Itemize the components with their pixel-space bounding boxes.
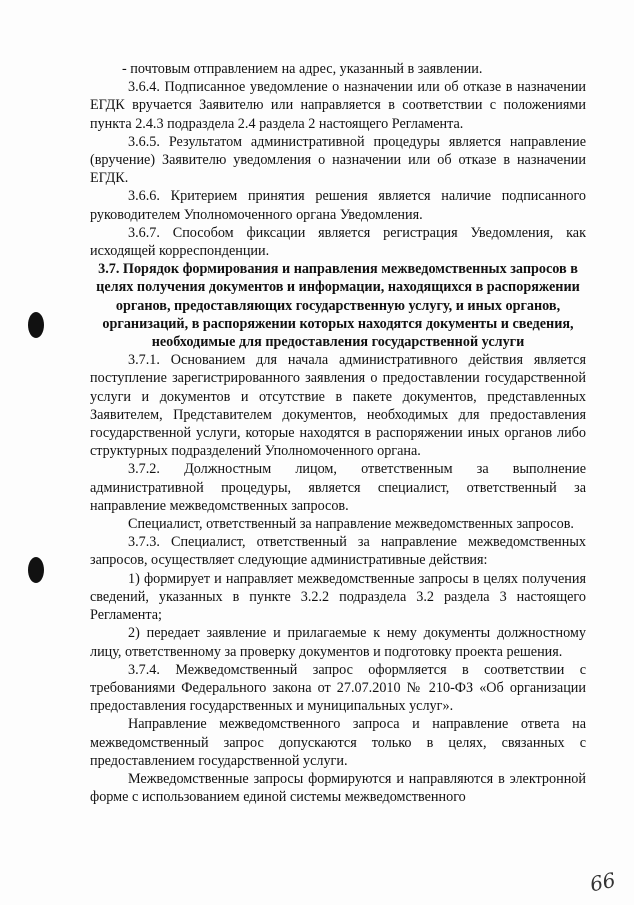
paragraph: - почтовым отправлением на адрес, указанный в заявлении. (122, 61, 483, 77)
punch-hole (28, 312, 44, 338)
section-heading: 3.7. Порядок формирования и направления межведомственных запросов в целях получения документов и информации, находящихся в распоряжении органов, предоставляющих государственную услугу, и иных органов, организаций, в распоряжении которых находятся документы и сведения, необходимые для предоставления государственной услуги (96, 261, 580, 351)
paragraph: 3.6.6. Критерием принятия решения является наличие подписанного руководителем Уполномоченного органа Уведомления. (90, 188, 586, 223)
handwritten-page-number: 66 (587, 867, 618, 897)
paragraph: 3.7.3. Специалист, ответственный за направление межведомственных запросов, осуществляет следующие административные действия: (90, 534, 586, 569)
paragraph: Межведомственные запросы формируются и направляются в электронной форме с использованием единой системы межведомственного (90, 770, 586, 806)
paragraph: 3.6.5. Результатом административной процедуры является направление (вручение) Заявителю уведомления о назначении или об отказе в назначении ЕГДК. (90, 133, 586, 187)
paragraph: Направление межведомственного запроса и направление ответа на межведомственный запрос допускаются только в целях, связанных с предоставлением государственной услуги. (90, 716, 586, 769)
paragraph: 3.7.2. Должностным лицом, ответственным за выполнение административной процедуры, является специалист, ответственный за направление межведомственных запросов. (90, 461, 586, 514)
paragraph: 3.6.7. Способом фиксации является регистрация Уведомления, как исходящей корреспонденции. (90, 224, 586, 260)
list-item: 2) передает заявление и прилагаемые к нему документы должностному лицу, ответственному за проверку документов и подготовку проекта решения. (90, 625, 586, 660)
document-body (90, 60, 586, 806)
punch-hole (28, 557, 44, 583)
paragraph: 3.6.4. Подписанное уведомление о назначении или об отказе в назначении ЕГДК вручается Заявителю или направляется в соответствии с положениями пункта 2.4.3 подраздела 2.4 раздела 2 настоящего Регламента. (90, 79, 586, 132)
paragraph: 3.7.1. Основанием для начала административного действия является поступление зарегистрированного заявления о предоставлении государственной услуги и документов и отсутствие в пакете документов, представленных Заявителем, Представителем документов, необходимых для предоставления государственной услуги, которые находятся в распоряжении иных органов либо структурных подразделений Уполномоченного органа. (90, 352, 586, 460)
list-item: 1) формирует и направляет межведомственные запросы в целях получения сведений, указанных в пункте 3.2.2 подраздела 3.2 раздела 3 настоящего Регламента; (90, 570, 586, 624)
paragraph: 3.7.4. Межведомственный запрос оформляется в соответствии с требованиями Федерального закона от 27.07.2010 № 210-ФЗ «Об организации предоставления государственных и муниципальных услуг». (90, 661, 586, 715)
paragraph: Специалист, ответственный за направление межведомственных запросов. (128, 516, 574, 533)
